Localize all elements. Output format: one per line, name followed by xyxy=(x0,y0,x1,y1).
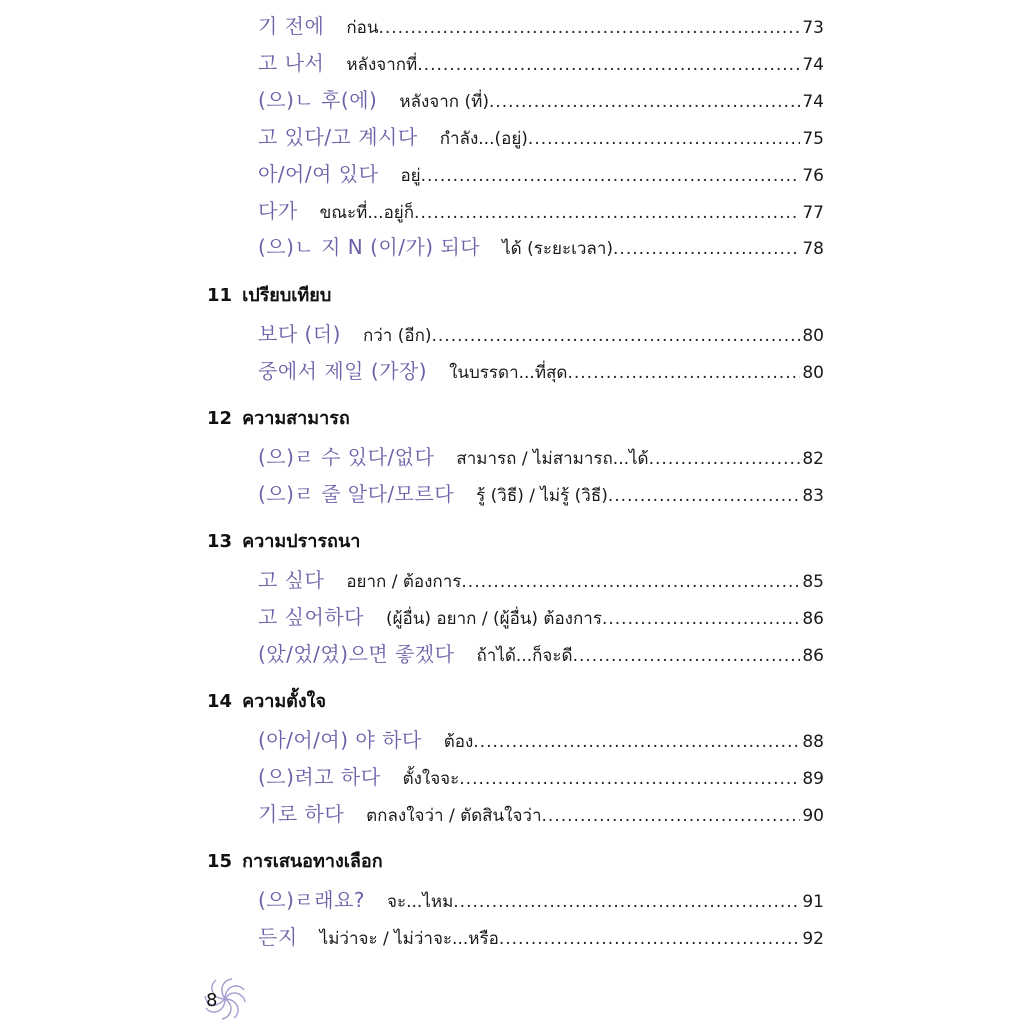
korean-grammar-pattern: 고 나서 xyxy=(258,51,325,75)
dot-leader xyxy=(432,326,801,346)
toc-entry xyxy=(258,195,824,225)
thai-meaning: ไม่ว่าจะ / ไม่ว่าจะ...หรือ xyxy=(319,929,499,949)
dot-leader xyxy=(461,572,800,592)
toc-entry xyxy=(258,638,824,668)
thai-meaning: หลังจากที่ xyxy=(346,55,418,75)
korean-grammar-pattern: (으)ㄴ 후(에) xyxy=(258,88,378,112)
dot-leader xyxy=(602,609,800,629)
toc-entry xyxy=(258,84,824,114)
dot-leader xyxy=(473,732,800,752)
dot-leader xyxy=(453,892,800,912)
korean-grammar-pattern: 든지 xyxy=(258,925,298,949)
dot-leader xyxy=(573,646,801,666)
dot-leader xyxy=(378,18,800,38)
korean-grammar-pattern: (으)ㄹ래요? xyxy=(258,888,366,912)
toc-entry xyxy=(258,921,824,951)
section-title: ความปรารถนา xyxy=(242,531,361,552)
toc-entry xyxy=(258,318,824,348)
thai-meaning: ได้ (ระยะเวลา) xyxy=(502,239,614,259)
page-reference: 75 xyxy=(802,129,824,149)
page-reference: 76 xyxy=(802,166,824,186)
dot-leader xyxy=(499,929,801,949)
toc-entry xyxy=(258,724,824,754)
page-reference: 74 xyxy=(802,92,824,112)
thai-meaning: รู้ (วิธี) / ไม่รู้ (วิธี) xyxy=(476,486,608,506)
korean-grammar-pattern: 아/어/여 있다 xyxy=(258,162,379,186)
dot-leader xyxy=(421,166,801,186)
korean-grammar-pattern: 보다 (더) xyxy=(258,322,341,346)
page-reference: 91 xyxy=(802,892,824,912)
toc-entry xyxy=(258,478,824,508)
korean-grammar-pattern: (으)ㄹ 줄 알다/모르다 xyxy=(258,482,455,506)
section-heading xyxy=(207,280,331,310)
dot-leader xyxy=(542,806,801,826)
section-number: 15 xyxy=(207,851,233,872)
thai-meaning: ขณะที่...อยู่ก็ xyxy=(319,203,415,223)
korean-grammar-pattern: (으)ㄹ 수 있다/없다 xyxy=(258,445,435,469)
toc-entry xyxy=(258,564,824,594)
page-reference: 73 xyxy=(802,18,824,38)
thai-meaning: อยาก / ต้องการ xyxy=(346,572,462,592)
page-reference: 74 xyxy=(802,55,824,75)
section-title: เปรียบเทียบ xyxy=(242,285,332,306)
page-reference: 77 xyxy=(802,203,824,223)
thai-meaning: ตั้งใจจะ xyxy=(402,769,460,789)
dot-leader xyxy=(417,55,800,75)
section-title: ความตั้งใจ xyxy=(242,691,326,712)
thai-meaning: หลังจาก (ที่) xyxy=(399,92,489,112)
thai-meaning: ในบรรดา...ที่สุด xyxy=(449,363,568,383)
section-heading xyxy=(207,403,350,433)
thai-meaning: ถ้าได้...ก็จะดี xyxy=(476,646,573,666)
page-reference: 80 xyxy=(802,363,824,383)
section-number: 12 xyxy=(207,408,233,429)
page-reference: 82 xyxy=(802,449,824,469)
korean-grammar-pattern: 고 있다/고 계시다 xyxy=(258,125,418,149)
page-reference: 90 xyxy=(802,806,824,826)
section-number: 11 xyxy=(207,285,233,306)
dot-leader xyxy=(459,769,800,789)
korean-grammar-pattern: (았/었/였)으면 좋겠다 xyxy=(258,642,455,666)
section-heading xyxy=(207,846,383,876)
thai-meaning: ตกลงใจว่า / ตัดสินใจว่า xyxy=(366,806,542,826)
dot-leader xyxy=(414,203,800,223)
thai-meaning: ก่อน xyxy=(346,18,379,38)
dot-leader xyxy=(528,129,800,149)
section-heading xyxy=(207,686,326,716)
dot-leader xyxy=(649,449,801,469)
thai-meaning: กำลัง...(อยู่) xyxy=(439,129,528,149)
korean-grammar-pattern: 중에서 제일 (가장) xyxy=(258,359,428,383)
toc-entry xyxy=(258,47,824,77)
toc-entry xyxy=(258,884,824,914)
dot-leader xyxy=(608,486,801,506)
korean-grammar-pattern: 다가 xyxy=(258,199,298,223)
toc-entry xyxy=(258,798,824,828)
page-reference: 85 xyxy=(802,572,824,592)
page-reference: 92 xyxy=(802,929,824,949)
section-heading xyxy=(207,526,360,556)
korean-grammar-pattern: (으)ㄴ 지 N (이/가) 되다 xyxy=(258,235,481,259)
dot-leader xyxy=(613,239,800,259)
section-number: 14 xyxy=(207,691,233,712)
page-reference: 83 xyxy=(802,486,824,506)
korean-grammar-pattern: 고 싶어하다 xyxy=(258,605,364,629)
thai-meaning: (ผู้อื่น) อยาก / (ผู้อื่น) ต้องการ xyxy=(385,609,602,629)
toc-entry xyxy=(258,355,824,385)
toc-entry xyxy=(258,601,824,631)
page-reference: 80 xyxy=(802,326,824,346)
toc-entry xyxy=(258,761,824,791)
thai-meaning: สามารถ / ไม่สามารถ...ได้ xyxy=(456,449,649,469)
thai-meaning: ต้อง xyxy=(443,732,474,752)
page-reference: 86 xyxy=(802,646,824,666)
thai-meaning: จะ...ไหม xyxy=(387,892,454,912)
toc-entry xyxy=(258,231,824,261)
toc-entry xyxy=(258,441,824,471)
korean-grammar-pattern: 고 싶다 xyxy=(258,568,325,592)
section-title: ความสามารถ xyxy=(242,408,350,429)
korean-grammar-pattern: (아/어/여) 야 하다 xyxy=(258,728,422,752)
page-reference: 78 xyxy=(802,239,824,259)
korean-grammar-pattern: (으)려고 하다 xyxy=(258,765,381,789)
korean-grammar-pattern: 기 전에 xyxy=(258,14,325,38)
thai-meaning: อยู่ xyxy=(400,166,421,186)
page-reference: 88 xyxy=(802,732,824,752)
page-reference: 89 xyxy=(802,769,824,789)
dot-leader xyxy=(489,92,800,112)
thai-meaning: กว่า (อีก) xyxy=(362,326,432,346)
page-reference: 86 xyxy=(802,609,824,629)
toc-entry xyxy=(258,158,824,188)
toc-entry xyxy=(258,121,824,151)
dot-leader xyxy=(567,363,800,383)
page-number: 8 xyxy=(206,990,218,1011)
section-number: 13 xyxy=(207,531,233,552)
section-title: การเสนอทางเลือก xyxy=(242,851,383,872)
toc-entry xyxy=(258,10,824,40)
korean-grammar-pattern: 기로 하다 xyxy=(258,802,345,826)
